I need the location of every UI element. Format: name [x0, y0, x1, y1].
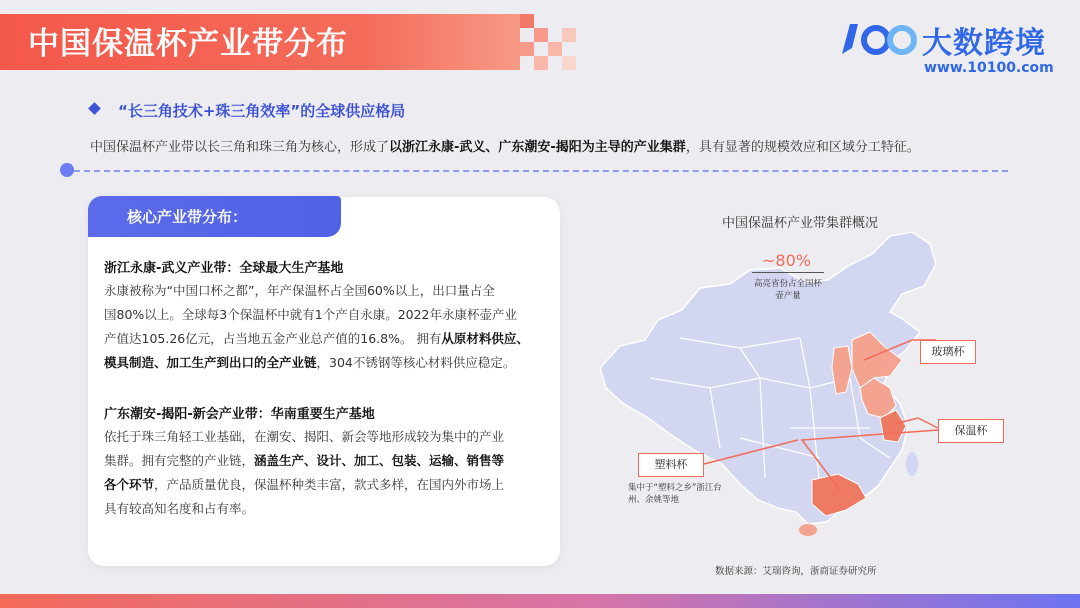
map-title: 中国保温杯产业带集群概况 — [722, 216, 879, 231]
diamond-bullet-icon — [88, 102, 101, 115]
card-tab-label: 核心产业带分布： — [127, 208, 248, 226]
logo-url: www.10100.com — [924, 60, 1054, 76]
hainan-island — [799, 524, 817, 536]
paragraph-line — [104, 329, 529, 347]
paragraph-text: 集群。拥有完整的产业链， — [104, 453, 255, 468]
paragraph-text: ，产品质量优良，保温杯种类丰富，款式多样，在国内外市场上 — [154, 477, 505, 492]
paragraph-line: 具有较高知名度和占有率。 — [104, 501, 255, 516]
intro-text: 中国保温杯产业带以长三角和珠三角为核心，形成了 — [90, 140, 390, 155]
intro-text-end: ，具有显著的规模效应和区域分工特征。 — [685, 140, 920, 155]
paragraph-text: ，304不锈钢等核心材料供应稳定。 — [316, 355, 516, 370]
percent-divider — [752, 272, 824, 273]
callout-plastic-cup: 塑料杯 — [638, 453, 704, 477]
decor-square — [534, 28, 548, 42]
divider-dot — [60, 163, 74, 177]
intro-paragraph — [90, 136, 920, 155]
paragraph-emphasis: 各个环节 — [104, 477, 155, 492]
section-heading-zhejiang: 浙江永康-武义产业带：全球最大生产基地 — [104, 261, 344, 276]
paragraph-line — [104, 353, 515, 371]
percent-caption: 高亮省份占全国杯壶产量 — [753, 279, 822, 301]
page-title: 中国保温杯产业带分布 — [28, 26, 348, 62]
paragraph-line: 依托于珠三角轻工业基础，在潮安、揭阳、新会等地形成较为集中的产业 — [104, 429, 505, 444]
paragraph-emphasis: 涵盖生产、设计、加工、包装、运输、销售等 — [254, 453, 505, 468]
paragraph-text: 产值达105.26亿元，占当地五金产业总产值的16.8%。 拥有 — [104, 331, 442, 346]
decor-square — [520, 14, 534, 28]
decor-square — [520, 42, 534, 56]
section-heading-guangdong: 广东潮安-揭阳-新会产业带：华南重要生产基地 — [104, 407, 375, 422]
decor-square — [534, 56, 548, 70]
paragraph-line: 永康被称为“中国口杯之都”，年产保温杯占全国60%以上，出口量占全 — [104, 283, 495, 298]
taiwan-island — [906, 452, 918, 476]
paragraph-line — [104, 451, 504, 469]
callout-thermos-cup: 保温杯 — [938, 419, 1004, 443]
bottom-gradient-bar — [0, 594, 1080, 608]
china-map — [590, 228, 1070, 568]
callout-glass-cup: 玻璃杯 — [920, 340, 976, 364]
paragraph-emphasis: 从原材料供应、 — [441, 331, 529, 346]
paragraph-line: 国80%以上。全球每3个保温杯中就有1个产自永康。2022年永康杯壶产业 — [104, 307, 518, 322]
data-source: 数据来源：艾瑞咨询，浙商证券研究所 — [715, 566, 877, 577]
dashed-divider — [74, 170, 1008, 172]
logo-name: 大数跨境 — [922, 26, 1046, 61]
intro-emphasis: 以浙江永康-武义、广东潮安-揭阳为主导的产业集群 — [389, 140, 686, 155]
percent-value: ~80% — [762, 251, 811, 270]
plastic-note: 集中于“塑料之乡”浙江台州、余姚等地 — [628, 483, 722, 505]
logo-icon — [836, 18, 920, 62]
paragraph-line — [104, 475, 504, 493]
section-subtitle: “长三角技术+珠三角效率”的全球供应格局 — [118, 102, 406, 120]
decor-square — [562, 56, 576, 70]
decor-square — [562, 28, 576, 42]
paragraph-emphasis: 模具制造、加工生产到出口的全产业链 — [104, 355, 317, 370]
decor-square — [548, 42, 562, 56]
